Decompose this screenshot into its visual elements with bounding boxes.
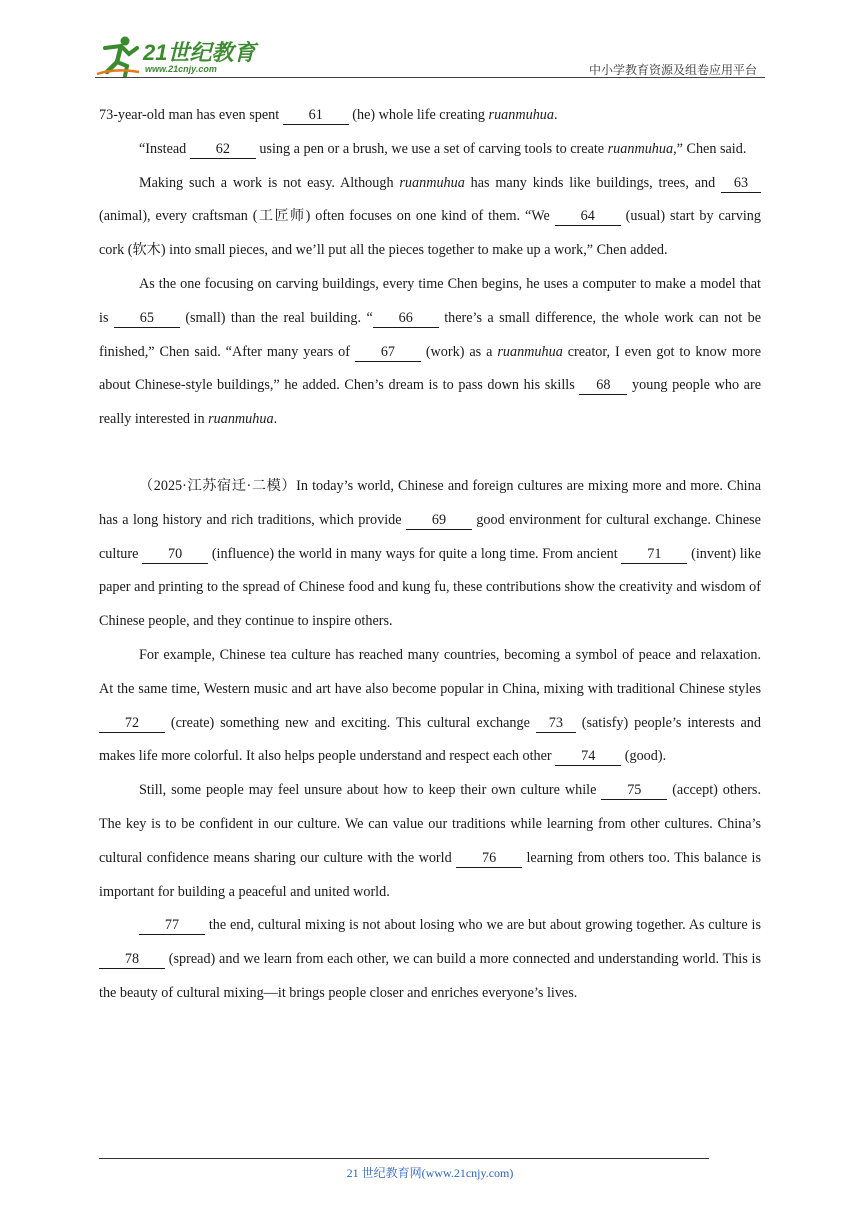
paragraph: Still, some people may feel unsure about how to keep their own culture while 75 (accept) others. The key is to be confident in our culture. We can value our traditions while learning from other cultures. China’s cultural confidence means sharing our culture with the world 76 learning from others too. This balance is important for building a peaceful and united world. xyxy=(99,782,761,900)
blank-65[interactable]: 65 xyxy=(114,310,180,328)
blank-72[interactable]: 72 xyxy=(99,715,165,733)
paragraph: Making such a work is not easy. Although ruanmuhua has many kinds like buildings, trees, and 63 (animal), every craftsman (工匠师) often focuses on one kind of them. “We 64 (usual) start by carving cork (软木) into small pieces, and we’ll put all the pieces together to make up a work,” Chen added. xyxy=(99,174,761,259)
paragraph: As the one focusing on carving buildings, every time Chen begins, he uses a computer to make a model that is 65 (small) than the real building. “ 66 there’s a small difference, the whole work can not be finished,” Chen said. “After many years of 67 (work) as a ruanmuhua creator, I even got to know more about Chinese-style buildings,” he added. Chen’s dream is to pass down his skills 68 young people who are really interested in ruanmuhua. xyxy=(99,275,762,428)
blank-66[interactable]: 66 xyxy=(373,310,439,328)
blank-61[interactable]: 61 xyxy=(283,107,349,125)
blank-76[interactable]: 76 xyxy=(456,850,522,868)
blank-69[interactable]: 69 xyxy=(406,512,472,530)
blank-74[interactable]: 74 xyxy=(555,748,621,766)
header-divider xyxy=(95,77,765,78)
blank-73[interactable]: 73 xyxy=(536,715,576,733)
paragraph: （2025·江苏宿迁·二模）In today’s world, Chinese and foreign cultures are mixing more and more. China has a long history and rich traditions, which provide 69 good environment for cultural exchange. Chinese culture 70 (influence) the world in many ways for quite a long time. From ancient 71 (invent) like paper and printing to the spread of Chinese food and kung fu, these contributions show the creativity and wisdom of Chinese people, and they continue to inspire others. xyxy=(99,477,762,630)
footer-divider xyxy=(99,1158,709,1159)
page-footer[interactable]: 21 世纪教育网(www.21cnjy.com) xyxy=(346,1166,514,1180)
blank-68[interactable]: 68 xyxy=(579,377,627,395)
logo-url: www.21cnjy.com xyxy=(145,64,217,74)
blank-67[interactable]: 67 xyxy=(355,344,421,362)
document-body xyxy=(99,99,761,1011)
blank-71[interactable]: 71 xyxy=(621,546,687,564)
runner-logo-icon xyxy=(95,34,143,78)
blank-62[interactable]: 62 xyxy=(190,141,256,159)
paragraph: For example, Chinese tea culture has reached many countries, becoming a symbol of peace and relaxation. At the same time, Western music and art have also become popular in China, mixing with traditional Chinese styles 72 (create) something new and exciting. This cultural exchange 73 (satisfy) people’s interests and makes life more colorful. It also helps people understand and respect each other 74 (good). xyxy=(99,646,761,765)
logo-text: 21世纪教育 xyxy=(143,40,256,65)
blank-63[interactable]: 63 xyxy=(721,175,761,193)
platform-tagline: 中小学教育资源及组卷应用平台 xyxy=(588,63,757,77)
blank-70[interactable]: 70 xyxy=(142,546,208,564)
paragraph: 77 the end, cultural mixing is not about losing who we are but about growing together. As culture is 78 (spread) and we learn from each other, we can build a more connected and understanding world. This is the beauty of cultural mixing—it brings people closer and enriches everyone’s lives. xyxy=(99,917,761,1001)
page-header xyxy=(95,30,765,80)
blank-64[interactable]: 64 xyxy=(555,208,621,226)
blank-77[interactable]: 77 xyxy=(139,917,205,935)
blank-78[interactable]: 78 xyxy=(99,951,165,969)
blank-75[interactable]: 75 xyxy=(601,782,667,800)
paragraph: “Instead 62 using a pen or a brush, we use a set of carving tools to create ruanmuhua,” Chen said. xyxy=(139,140,747,157)
paragraph: 73-year-old man has even spent 61 (he) whole life creating ruanmuhua. xyxy=(99,107,558,123)
site-logo[interactable] xyxy=(95,34,265,78)
